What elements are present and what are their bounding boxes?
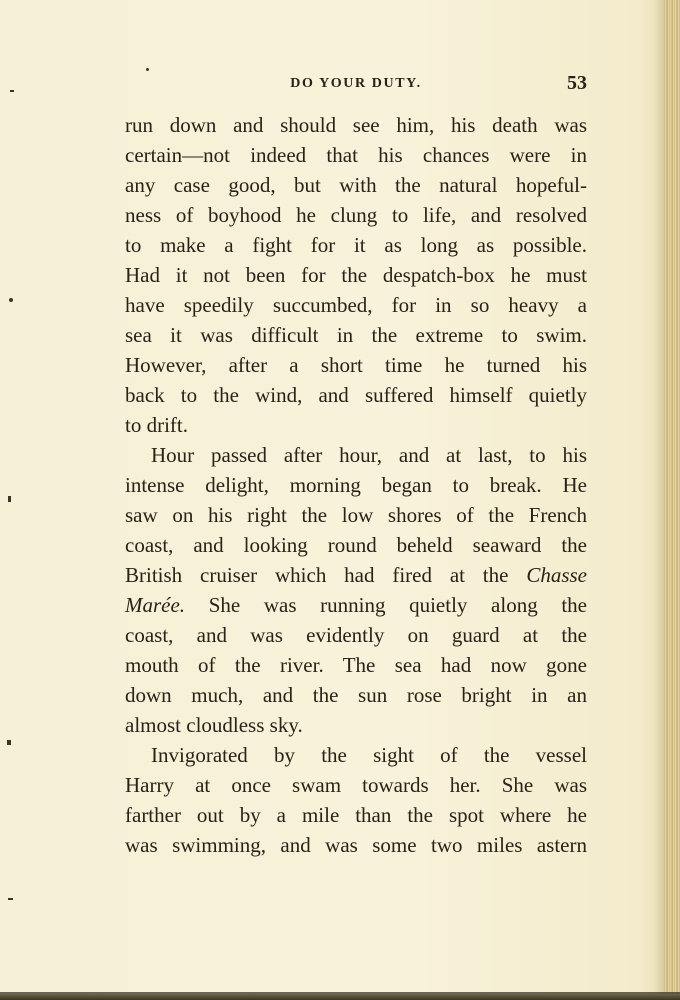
text-span: She was running quietly along the <box>208 593 588 617</box>
text-line <box>125 560 587 590</box>
text-line: coast, and looking round beheld seaward the <box>125 533 587 557</box>
text-line: to make a fight for it as long as possible. <box>125 233 587 257</box>
bottom-edge <box>0 994 680 1000</box>
text-line: ness of boyhood he clung to life, and resolved <box>125 203 587 227</box>
text-line: run down and should see him, his death was <box>125 113 587 137</box>
text-line: Had it not been for the despatch-box he must <box>125 263 587 287</box>
italic-ship-name: Chasse <box>526 563 587 587</box>
text-line: However, after a short time he turned his <box>125 353 587 377</box>
text-line: intense delight, morning began to break. He <box>125 473 587 497</box>
margin-mark <box>146 68 149 71</box>
text-line: any case good, but with the natural hopeful- <box>125 173 587 197</box>
margin-mark <box>7 740 11 745</box>
page-edge-shadow <box>654 0 664 1000</box>
text-line <box>125 590 587 620</box>
text-line: have speedily succumbed, for in so heavy a <box>125 293 587 317</box>
text-line: farther out by a mile than the spot where he <box>125 803 587 827</box>
text-line: saw on his right the low shores of the French <box>125 503 587 527</box>
text-line: almost cloudless sky. <box>125 713 303 737</box>
text-line: to drift. <box>125 413 188 437</box>
italic-ship-name: Marée. <box>125 593 186 617</box>
body-text <box>125 110 587 860</box>
text-line: sea it was difficult in the extreme to swim. <box>125 323 587 347</box>
text-line: was swimming, and was some two miles astern <box>125 833 587 857</box>
text-line: down much, and the sun rose bright in an <box>125 683 587 707</box>
page-header <box>125 72 587 98</box>
text-span: British cruiser which had fired at the <box>125 563 509 587</box>
text-line: Invigorated by the sight of the vessel <box>151 743 587 767</box>
margin-mark <box>9 298 13 302</box>
text-line: Hour passed after hour, and at last, to his <box>151 443 587 467</box>
text-line: Harry at once swam towards her. She was <box>125 773 587 797</box>
running-title: DO YOUR DUTY. <box>290 76 422 91</box>
margin-mark <box>10 90 14 92</box>
text-line: coast, and was evidently on guard at the <box>125 623 587 647</box>
page-edge <box>664 0 680 1000</box>
margin-mark <box>8 898 13 900</box>
page-number: 53 <box>567 72 587 94</box>
text-line: back to the wind, and suffered himself quietly <box>125 383 587 407</box>
text-line: certain—not indeed that his chances were in <box>125 143 587 167</box>
text-line: mouth of the river. The sea had now gone <box>125 653 587 677</box>
margin-mark <box>8 496 11 502</box>
